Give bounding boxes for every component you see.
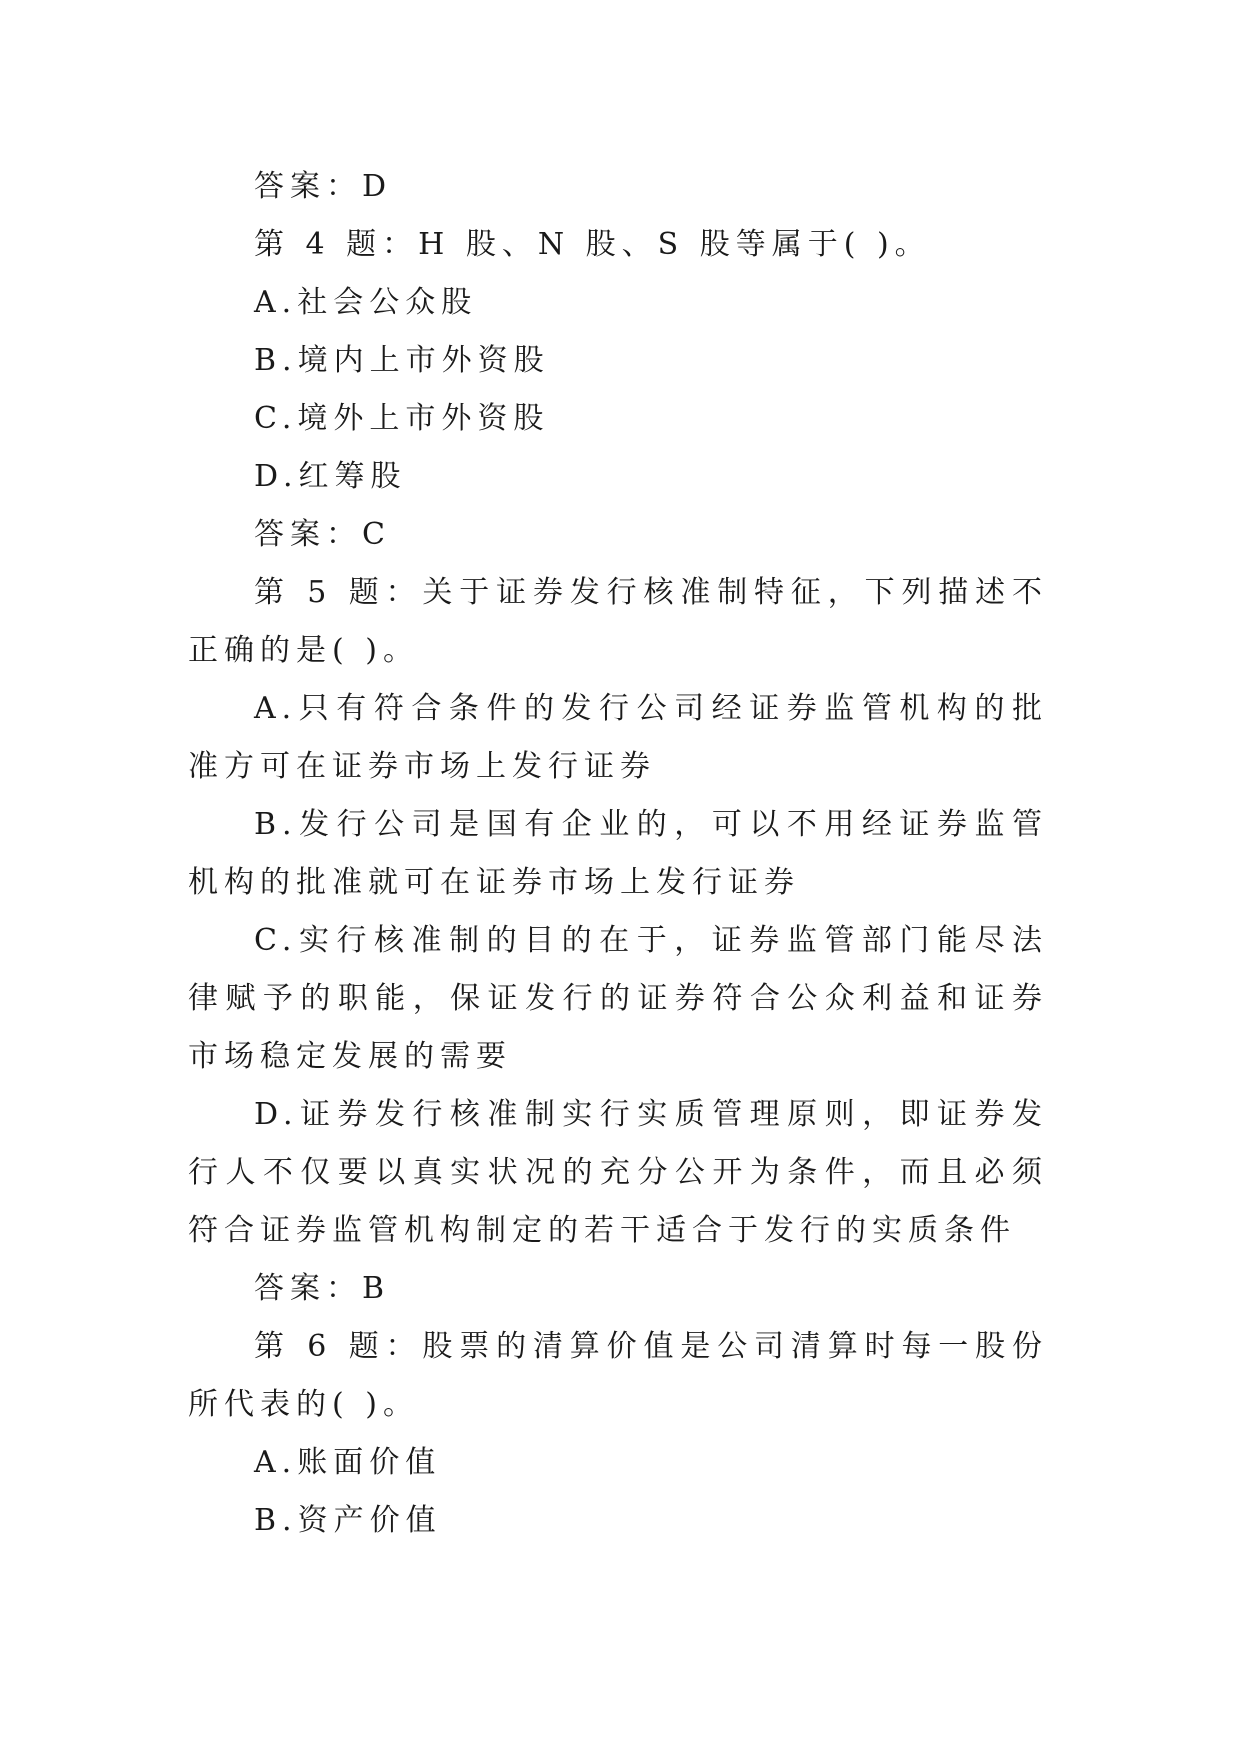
question-6: 第 6 题：股票的清算价值是公司清算时每一股份所代表的( )。 <box>188 1329 1048 1422</box>
q4-option-c: C.境外上市外资股 <box>254 401 550 436</box>
q5-option-c: C.实行核准制的目的在于，证券监管部门能尽法律赋予的职能，保证发行的证券符合公众利益和证券市场稳定发展的需要 <box>188 923 1048 1074</box>
answer-q3: 答案：D <box>254 169 393 204</box>
q6-option-b: B.资产价值 <box>254 1503 442 1538</box>
answer-q5: 答案：B <box>254 1271 391 1306</box>
q4-option-d: D.红筹股 <box>254 459 407 494</box>
q4-option-b: B.境内上市外资股 <box>254 343 550 378</box>
document-body <box>188 158 1048 1550</box>
q5-option-b: B.发行公司是国有企业的，可以不用经证券监管机构的批准就可在证券市场上发行证券 <box>188 807 1048 900</box>
q6-option-a: A.账面价值 <box>254 1445 442 1480</box>
question-4: 第 4 题：H 股、N 股、S 股等属于( )。 <box>254 227 931 262</box>
q5-option-d: D.证券发行核准制实行实质管理原则，即证券发行人不仅要以真实状况的充分公开为条件，而且必须符合证券监管机构制定的若干适合于发行的实质条件 <box>188 1097 1048 1248</box>
question-5: 第 5 题：关于证券发行核准制特征，下列描述不正确的是( )。 <box>188 575 1048 668</box>
answer-q4: 答案：C <box>254 517 391 552</box>
q4-option-a: A.社会公众股 <box>254 285 478 320</box>
q5-option-a: A.只有符合条件的发行公司经证券监管机构的批准方可在证券市场上发行证券 <box>188 691 1048 784</box>
